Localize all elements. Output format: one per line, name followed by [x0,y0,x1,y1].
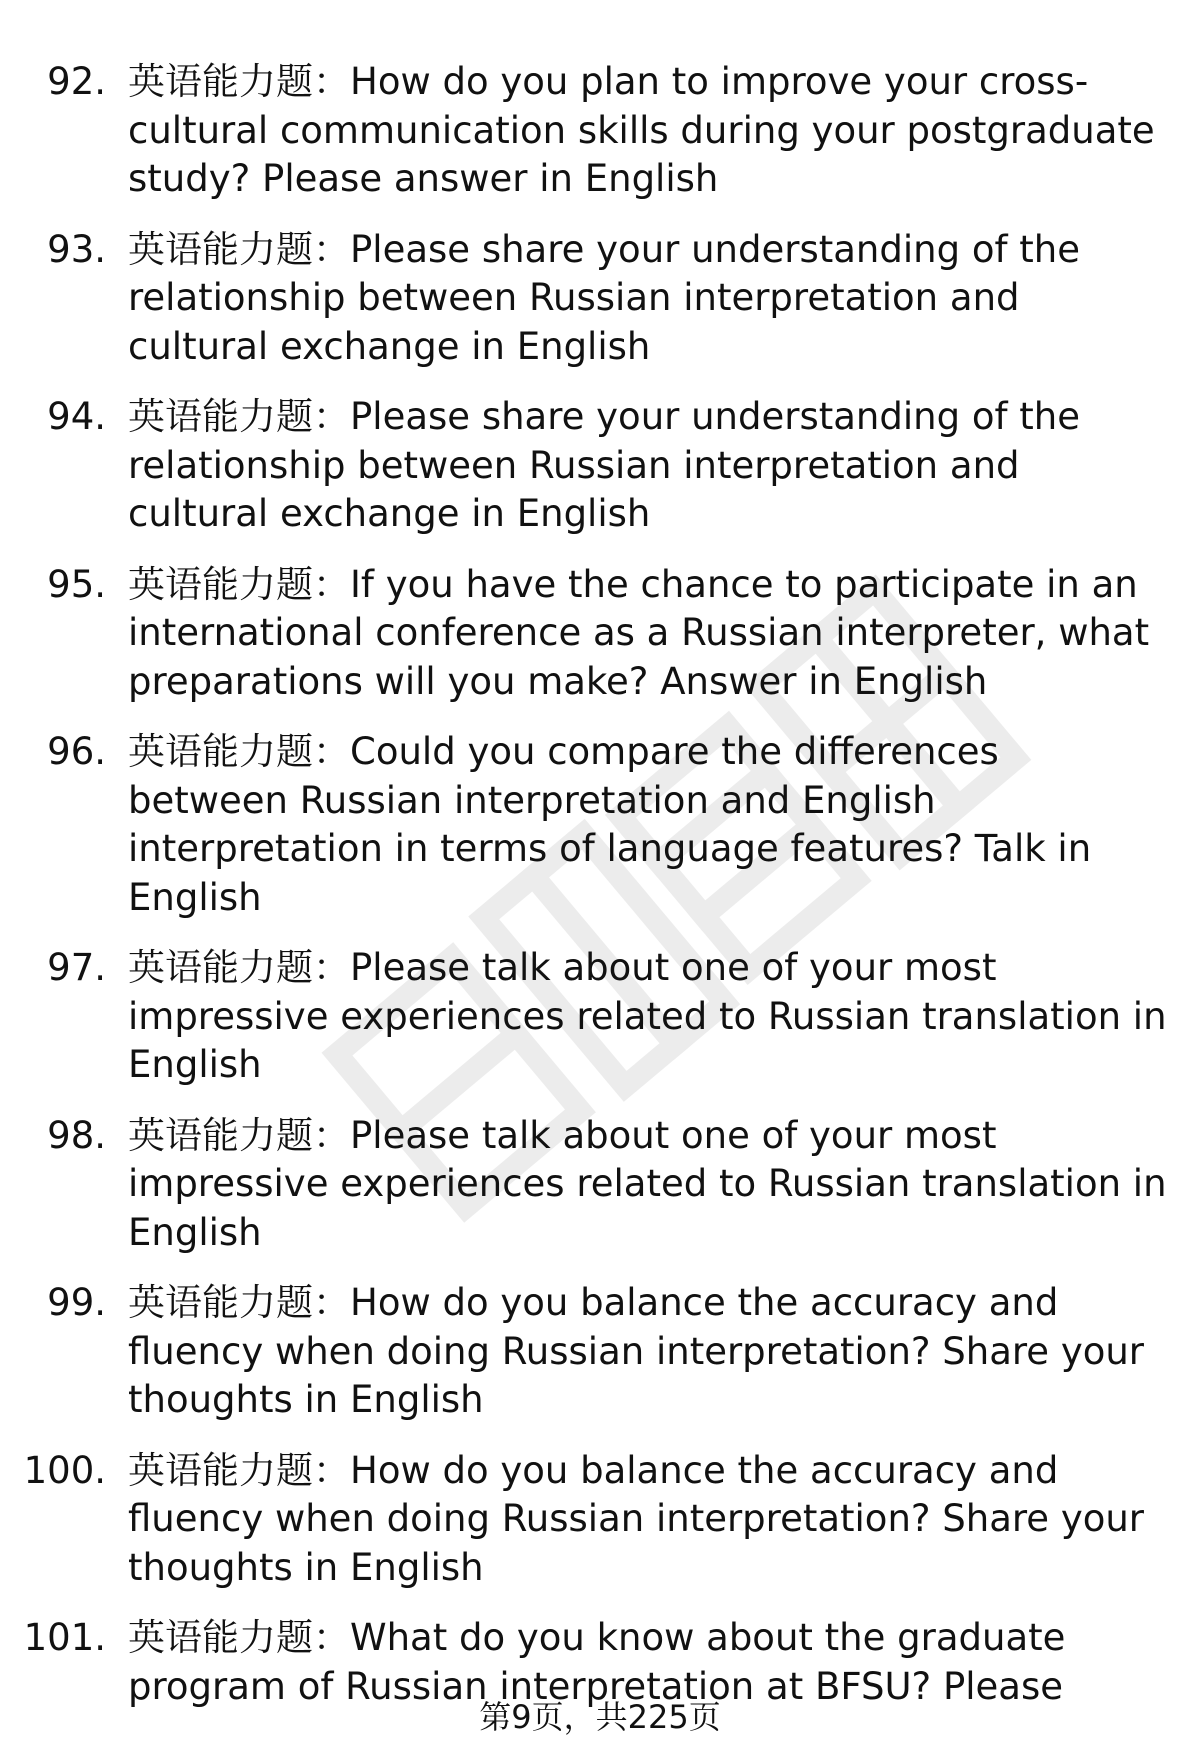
list-item [0,1279,1200,1425]
list-item [0,728,1200,922]
question-text [128,1447,1170,1593]
question-text [128,1112,1170,1258]
question-body: Could you compare the differences between Russian interpretation and English interpretation in terms of language features? Talk in English [128,730,1092,919]
question-body: How do you plan to improve your cross-cultural communication skills during your postgraduate study? Please answer in English [128,60,1155,200]
list-item [0,226,1200,372]
question-number: 92. [47,60,106,103]
question-number: 99. [47,1281,106,1324]
question-number: 101. [23,1616,106,1659]
question-text [128,944,1170,1090]
page-footer: 第9页，共225页 [479,1698,721,1736]
question-body: Please share your understanding of the relationship between Russian interpretation and cultural exchange in English [128,395,1080,535]
question-tag: 英语能力题： [128,730,350,773]
question-tag: 英语能力题： [128,1113,350,1157]
question-number: 98. [47,1113,106,1157]
question-tag: 英语能力题： [128,946,350,989]
question-tag: 英语能力题： [128,1448,350,1492]
list-item [0,393,1200,539]
question-tag: 英语能力题： [128,395,350,438]
question-tag: 英语能力题： [128,1281,350,1324]
question-text [128,58,1170,204]
question-text [128,393,1170,539]
list-item [0,1112,1200,1258]
question-body: If you have the chance to participate in an international conference as a Russian interpreter, what preparations will you make? Answer in English [128,562,1150,703]
list-item [0,561,1200,707]
question-number: 97. [47,946,106,989]
question-number: 93. [47,227,106,271]
question-tag: 英语能力题： [128,60,350,103]
question-body: Please share your understanding of the relationship between Russian interpretation and cultural exchange in English [128,227,1080,368]
question-body: How do you balance the accuracy and fluency when doing Russian interpretation? Share your thoughts in English [128,1448,1145,1589]
question-text [128,1279,1170,1425]
question-body: Please talk about one of your most impressive experiences related to Russian translation in English [128,946,1167,1086]
question-tag: 英语能力题： [128,1616,350,1659]
question-list [0,58,1200,1733]
question-text [128,728,1170,922]
question-text [128,561,1170,707]
list-item [0,58,1200,204]
question-number: 96. [47,730,106,773]
question-number: 94. [47,395,106,438]
list-item [0,944,1200,1090]
question-tag: 英语能力题： [128,227,350,271]
question-number: 100. [23,1448,106,1492]
question-tag: 英语能力题： [128,562,350,606]
question-number: 95. [47,562,106,606]
question-body: How do you balance the accuracy and fluency when doing Russian interpretation? Share your thoughts in English [128,1281,1145,1421]
question-body: What do you know about the graduate program of Russian interpretation at BFSU? Please [128,1616,1066,1708]
question-body: Please talk about one of your most impressive experiences related to Russian translation in English [128,1113,1167,1254]
question-text [128,226,1170,372]
list-item [0,1447,1200,1593]
